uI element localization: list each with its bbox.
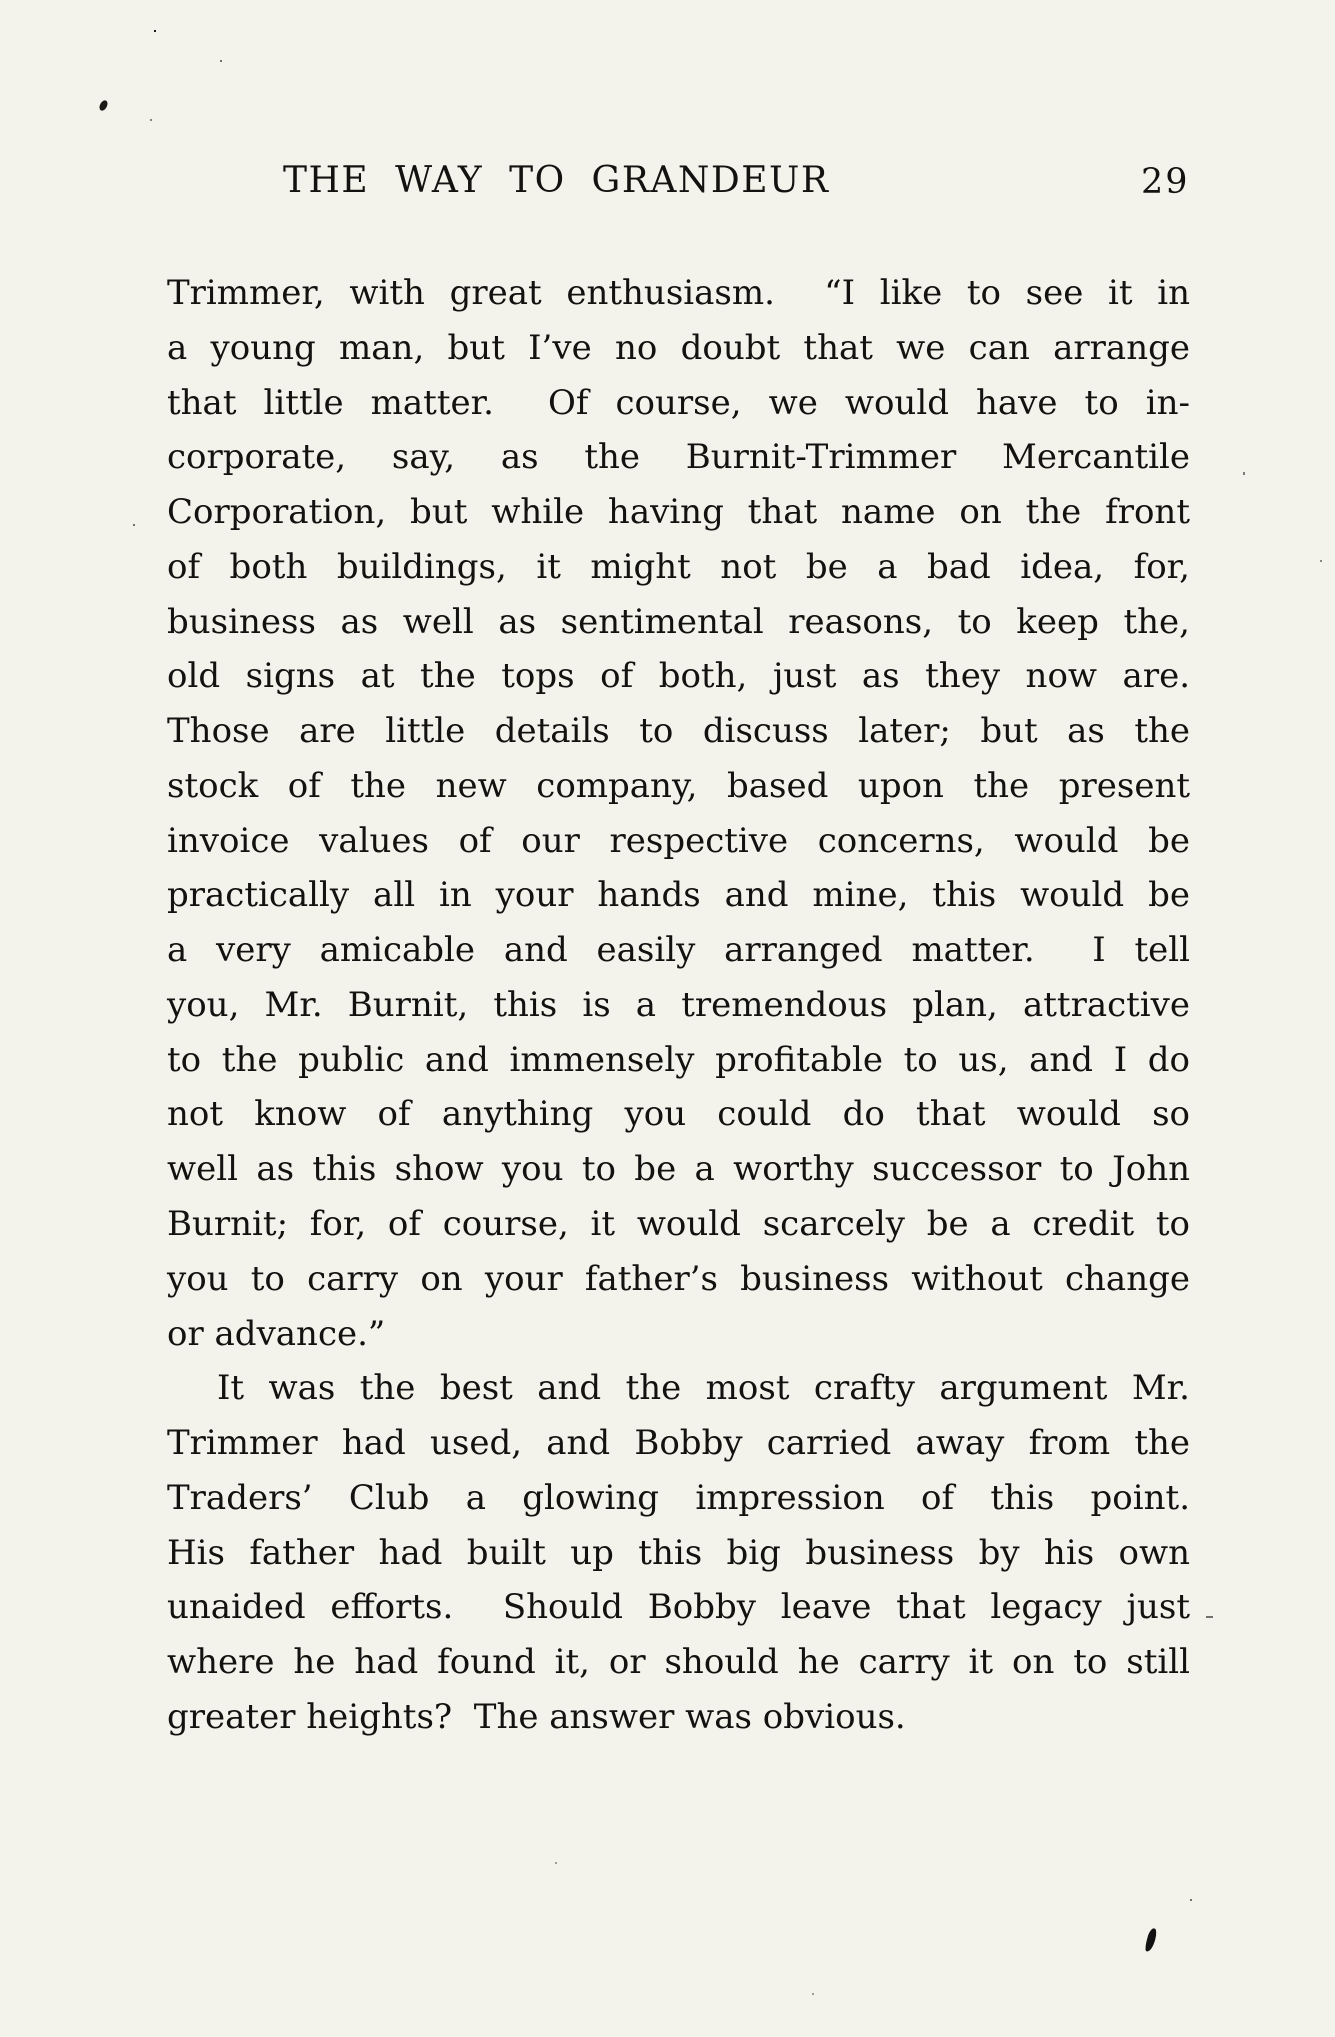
ink-speck: [150, 119, 152, 121]
text-line: to the public and immensely profitable to us, and I do: [167, 1039, 1190, 1080]
text-line: a young man, but I’ve no doubt that we can arrange: [167, 327, 1190, 368]
ink-speck: [220, 60, 222, 62]
ink-speck: [1206, 1616, 1213, 1618]
ink-speck: [154, 30, 156, 32]
ink-mark: [1144, 1927, 1158, 1952]
page-body-text: [167, 266, 1190, 1745]
ink-speck: [555, 1862, 557, 1864]
text-line: you, Mr. Burnit, this is a tremendous plan, attractive: [167, 984, 1190, 1025]
text-line: greater heights? The answer was obvious.: [167, 1696, 906, 1737]
text-line: you to carry on your father’s business without change: [167, 1258, 1190, 1299]
text-line: Trimmer, with great enthusiasm. “I like to see it in: [167, 273, 1190, 313]
text-line: stock of the new company, based upon the present: [167, 765, 1190, 806]
ink-speck: [133, 524, 135, 526]
page-number: 29: [1141, 162, 1190, 202]
text-line: old signs at the tops of both, just as they now are.: [167, 656, 1190, 697]
text-line: or advance.”: [167, 1313, 386, 1354]
ink-speck: [1190, 1899, 1192, 1901]
text-line: business as well as sentimental reasons, to keep the,: [167, 601, 1190, 642]
text-line: Trimmer had used, and Bobby carried away from the: [167, 1423, 1190, 1464]
text-line: invoice values of our respective concerns, would be: [167, 820, 1190, 861]
text-line: Those are little details to discuss later; but as the: [167, 711, 1190, 752]
running-header-title: THE WAY TO GRANDEUR: [283, 160, 830, 201]
text-line: His father had built up this big business by his own: [167, 1532, 1190, 1573]
text-line: unaided efforts. Should Bobby leave that legacy just: [167, 1587, 1190, 1628]
text-line: a very amicable and easily arranged matter. I tell: [167, 930, 1190, 971]
ink-speck: [812, 1993, 814, 1995]
text-line: that little matter. Of course, we would have to in-: [167, 382, 1190, 423]
text-line: well as this show you to be a worthy successor to John: [167, 1149, 1190, 1190]
text-line: where he had found it, or should he carry it on to still: [167, 1642, 1190, 1683]
text-line: of both buildings, it might not be a bad idea, for,: [167, 546, 1190, 587]
text-line: Burnit; for, of course, it would scarcely be a credit to: [167, 1204, 1190, 1245]
text-line: It was the best and the most crafty argument Mr.: [217, 1368, 1190, 1409]
text-line: Corporation, but while having that name on the front: [167, 492, 1190, 533]
ink-speck: [1320, 560, 1322, 562]
text-line: corporate, say, as the Burnit-Trimmer Mercantile: [167, 437, 1190, 478]
text-line: not know of anything you could do that would so: [167, 1094, 1190, 1135]
text-line: practically all in your hands and mine, this would be: [167, 875, 1190, 916]
ink-speck: [1243, 472, 1245, 475]
text-line: Traders’ Club a glowing impression of this point.: [167, 1477, 1190, 1518]
ink-speck: [98, 99, 109, 112]
